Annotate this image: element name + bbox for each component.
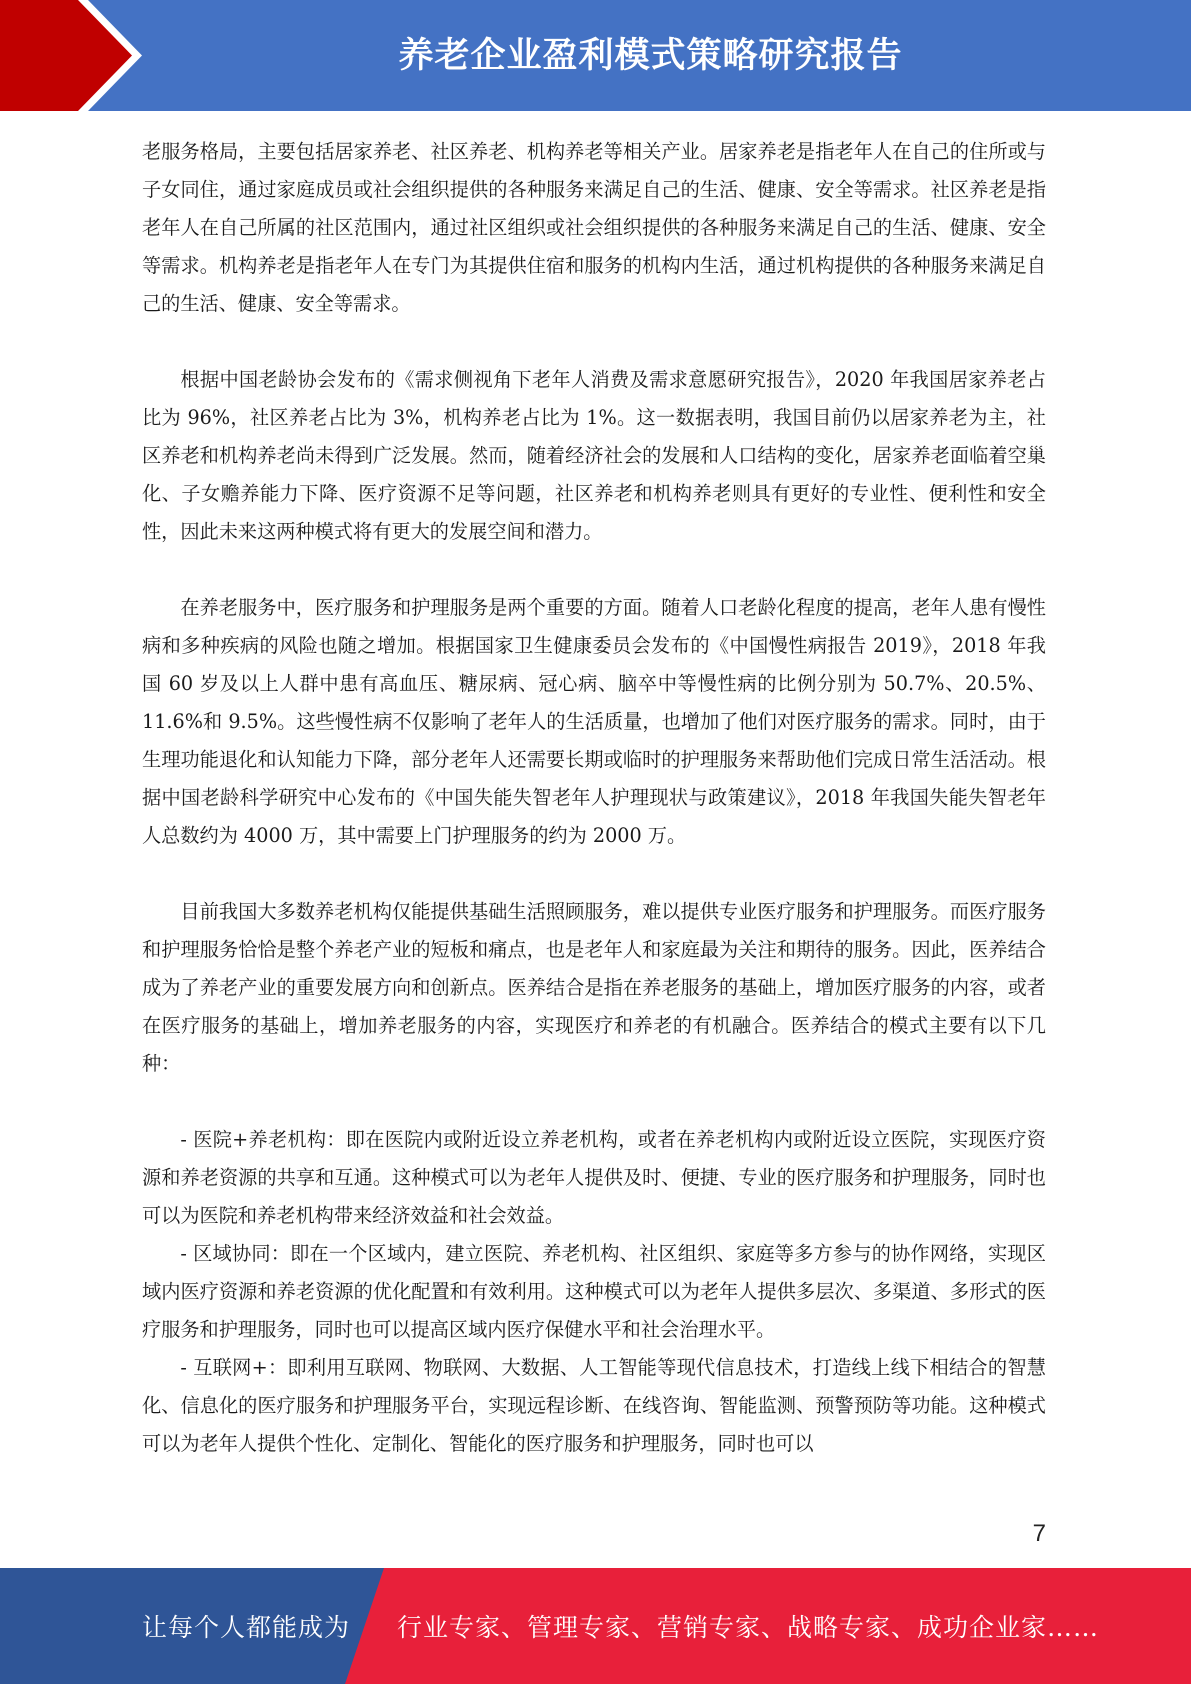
paragraph: 目前我国大多数养老机构仅能提供基础生活照顾服务，难以提供专业医疗服务和护理服务。而医疗服务和护理服务恰恰是整个养老产业的短板和痛点，也是老年人和家庭最为关注和期待的服务。因此，医养结合成为了养老产业的重要发展方向和创新点。医养结合是指在养老服务的基础上，增加医疗服务的内容，或者在医疗服务的基础上，增加养老服务的内容，实现医疗和养老的有机融合。医养结合的模式主要有以下几种： <box>142 900 1046 1075</box>
page-body <box>142 133 1046 1463</box>
list-item: - 区域协同：即在一个区域内，建立医院、养老机构、社区组织、家庭等多方参与的协作网络，实现区域内医疗资源和养老资源的优化配置和有效利用。这种模式可以为老年人提供多层次、多渠道、多形式的医疗服务和护理服务，同时也可以提高区域内医疗保健水平和社会治理水平。 <box>142 1242 1046 1341</box>
page-header <box>0 0 1191 111</box>
paragraph: 在养老服务中，医疗服务和护理服务是两个重要的方面。随着人口老龄化程度的提高，老年人患有慢性病和多种疾病的风险也随之增加。根据国家卫生健康委员会发布的《中国慢性病报告 2019》，2018 年我国 60 岁及以上人群中患有高血压、糖尿病、冠心病、脑卒中等慢性病的比例分别为 50.7%、20.5%、11.6%和 9.5%。这些慢性病不仅影响了老年人的生活质量，也增加了他们对医疗服务的需求。同时，由于生理功能退化和认知能力下降，部分老年人还需要长期或临时的护理服务来帮助他们完成日常生活活动。根据中国老龄科学研究中心发布的《中国失能失智老年人护理现状与政策建议》，2018 年我国失能失智老年人总数约为 4000 万，其中需要上门护理服务的约为 2000 万。 <box>142 596 1046 847</box>
paragraph: 老服务格局，主要包括居家养老、社区养老、机构养老等相关产业。居家养老是指老年人在自己的住所或与子女同住，通过家庭成员或社会组织提供的各种服务来满足自己的生活、健康、安全等需求。社区养老是指老年人在自己所属的社区范围内，通过社区组织或社会组织提供的各种服务来满足自己的生活、健康、安全等需求。机构养老是指老年人在专门为其提供住宿和服务的机构内生活，通过机构提供的各种服务来满足自己的生活、健康、安全等需求。 <box>142 140 1046 315</box>
page-number: 7 <box>1032 1520 1046 1547</box>
paragraph: 根据中国老龄协会发布的《需求侧视角下老年人消费及需求意愿研究报告》，2020 年我国居家养老占比为 96%，社区养老占比为 3%，机构养老占比为 1%。这一数据表明，我国目前仍以居家养老为主，社区养老和机构养老尚未得到广泛发展。然而，随着经济社会的发展和人口结构的变化，居家养老面临着空巢化、子女赡养能力下降、医疗资源不足等问题，社区养老和机构养老则具有更好的专业性、便利性和安全性，因此未来这两种模式将有更大的发展空间和潜力。 <box>142 368 1046 543</box>
footer-slogan-left: 让每个人都能成为 <box>142 1613 351 1642</box>
list-item: - 医院+养老机构：即在医院内或附近设立养老机构，或者在养老机构内或附近设立医院，实现医疗资源和养老资源的共享和互通。这种模式可以为老年人提供及时、便捷、专业的医疗服务和护理服务，同时也可以为医院和养老机构带来经济效益和社会效益。 <box>142 1128 1046 1227</box>
list-item: - 互联网+：即利用互联网、物联网、大数据、人工智能等现代信息技术，打造线上线下相结合的智慧化、信息化的医疗服务和护理服务平台，实现远程诊断、在线咨询、智能监测、预警预防等功能。这种模式可以为老年人提供个性化、定制化、智能化的医疗服务和护理服务，同时也可以 <box>142 1356 1046 1455</box>
document-title: 养老企业盈利模式策略研究报告 <box>398 36 903 76</box>
footer-slogan-right: 行业专家、管理专家、营销专家、战略专家、成功企业家…… <box>397 1613 1100 1642</box>
page-footer <box>0 1568 1191 1684</box>
header-arrow-decoration <box>0 0 160 111</box>
